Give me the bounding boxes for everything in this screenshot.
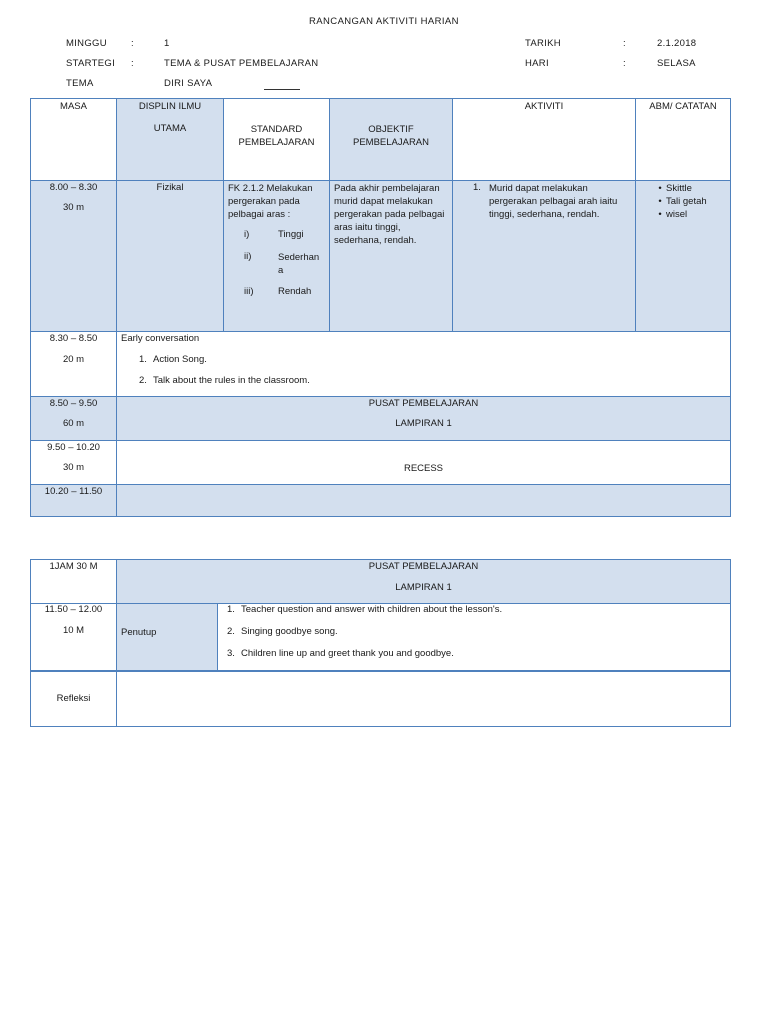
tarikh-colon: : xyxy=(623,38,626,49)
schedule-table xyxy=(30,98,731,517)
header-standard-text: STANDARD PEMBELAJARAN xyxy=(238,124,315,148)
header-abm xyxy=(636,99,730,181)
closing-item-text: Children line up and greet thank you and goodbye. xyxy=(241,648,454,659)
row3-time: 8.50 – 9.50 xyxy=(49,398,98,409)
level-label: Tinggi xyxy=(278,229,304,240)
row1-discipline: Fizikal xyxy=(156,182,184,193)
refleksi-label: Refleksi xyxy=(56,693,91,704)
tema-label: TEMA xyxy=(66,78,94,89)
t2-row1-content-cell xyxy=(117,560,730,604)
recess-label: RECESS xyxy=(403,463,444,474)
abm-text: Tali getah xyxy=(666,196,707,207)
strategi-colon: : xyxy=(131,58,134,69)
row5-content-cell xyxy=(117,485,730,516)
level-label: Sederhana xyxy=(278,252,320,276)
row2-content-cell xyxy=(117,332,730,397)
hari-label: HARI xyxy=(525,58,549,69)
strategi-value: TEMA & PUSAT PEMBELAJARAN xyxy=(164,58,319,69)
tema-blank-line xyxy=(264,81,300,90)
tarikh-value: 2.1.2018 xyxy=(657,38,697,49)
t2-row3-content-cell xyxy=(117,672,730,726)
row2-item: 2. Talk about the rules in the classroom. xyxy=(139,375,310,386)
level-num: ii) xyxy=(244,251,252,262)
abm-text: Skittle xyxy=(666,183,692,194)
header-objektif-text: OBJEKTIF PEMBELAJARAN xyxy=(352,124,430,148)
strategi-label: STARTEGI xyxy=(66,58,116,69)
t2-row1-time: 1JAM 30 M xyxy=(49,561,98,572)
row2-title: Early conversation xyxy=(121,333,200,344)
row1-objective: Pada akhir pembelajaran murid dapat melakukan pergerakan pada pelbagai aras iaitu tinggi, sederhana, rendah. xyxy=(334,183,445,246)
row4-duration: 30 m xyxy=(62,462,85,473)
level-item xyxy=(244,286,324,297)
row4-time-cell xyxy=(31,441,117,485)
row2-duration: 20 m xyxy=(62,354,85,365)
header-objektif xyxy=(330,99,453,181)
activity-num: 1. xyxy=(473,182,481,193)
abm-item: • Tali getah xyxy=(658,196,707,207)
header-displin xyxy=(117,99,224,181)
row1-time: 8.00 – 8.30 xyxy=(49,182,98,193)
row1-standard-text: FK 2.1.2 Melakukan pergerakan pada pelbagai aras : xyxy=(228,183,313,220)
standard-levels-list xyxy=(244,229,324,297)
level-num: i) xyxy=(244,229,250,240)
row5-time-cell xyxy=(31,485,117,516)
row1-discipline-cell xyxy=(117,181,224,332)
page-title: RANCANGAN AKTIVITI HARIAN xyxy=(309,16,459,27)
closing-item-text: Teacher question and answer with children about the lesson's. xyxy=(241,604,503,615)
header-aktiviti-text: AKTIVITI xyxy=(524,101,564,112)
tarikh-label: TARIKH xyxy=(525,38,561,49)
t2-row2-time: 11.50 – 12.00 xyxy=(44,604,103,615)
closing-item: 1. Teacher question and answer with children about the lesson's. xyxy=(227,604,503,615)
double-rule xyxy=(31,670,730,671)
activity-item xyxy=(473,182,627,221)
closing-table xyxy=(30,559,731,727)
abm-item: • wisel xyxy=(658,209,688,220)
closing-item-text: Singing goodbye song. xyxy=(241,626,338,637)
closing-item: 3. Children line up and greet thank you and goodbye. xyxy=(227,648,454,659)
activity-text: Murid dapat melakukan pergerakan pelbagai arah iaitu tinggi, sederhana, rendah. xyxy=(489,183,618,220)
row3-time-cell xyxy=(31,397,117,441)
t2-row1-line2: LAMPIRAN 1 xyxy=(395,582,452,593)
row2-item-text: Talk about the rules in the classroom. xyxy=(153,375,310,386)
row3-content-cell xyxy=(117,397,730,441)
minggu-colon: : xyxy=(131,38,134,49)
row3-duration: 60 m xyxy=(62,418,85,429)
row3-line1: PUSAT PEMBELAJARAN xyxy=(368,398,479,409)
header-standard xyxy=(224,99,330,181)
header-abm-text: ABM/ CATATAN xyxy=(649,101,717,112)
row1-objective-cell xyxy=(330,181,453,332)
t2-row2-label-cell xyxy=(117,604,218,672)
minggu-value: 1 xyxy=(164,38,170,49)
header-masa xyxy=(31,99,117,181)
row2-time: 8.30 – 8.50 xyxy=(49,333,98,344)
penutup-label: Penutup xyxy=(121,627,157,638)
row1-activity-cell xyxy=(453,181,636,332)
level-label: Rendah xyxy=(278,286,312,297)
level-item xyxy=(244,229,324,251)
row5-time: 10.20 – 11.50 xyxy=(44,486,103,497)
row4-content-cell xyxy=(117,441,730,485)
row1-standard-cell xyxy=(224,181,330,332)
row2-time-cell xyxy=(31,332,117,397)
row2-item: 1. Action Song. xyxy=(139,354,207,365)
t2-row3-label-cell xyxy=(31,672,117,726)
closing-item: 2. Singing goodbye song. xyxy=(227,626,338,637)
hari-value: SELASA xyxy=(657,58,696,69)
header-aktiviti xyxy=(453,99,636,181)
header-utama-text: UTAMA xyxy=(153,123,187,134)
minggu-label: MINGGU xyxy=(66,38,107,49)
hari-colon: : xyxy=(623,58,626,69)
tema-value: DIRI SAYA xyxy=(164,78,213,89)
t2-row1-time-cell xyxy=(31,560,117,604)
t2-row2-time-cell xyxy=(31,604,117,672)
row2-list xyxy=(139,354,726,386)
row1-abm-cell xyxy=(636,181,730,332)
row1-duration: 30 m xyxy=(62,202,85,213)
row4-time: 9.50 – 10.20 xyxy=(47,442,100,453)
t2-row2-duration: 10 M xyxy=(62,625,85,636)
row3-line2: LAMPIRAN 1 xyxy=(395,418,452,429)
abm-item: • Skittle xyxy=(658,183,692,194)
header-masa-text: MASA xyxy=(60,101,87,112)
row1-time-cell xyxy=(31,181,117,332)
level-item xyxy=(244,251,324,286)
abm-text: wisel xyxy=(666,209,688,220)
t2-row1-line1: PUSAT PEMBELAJARAN xyxy=(368,561,479,572)
t2-row2-content-cell xyxy=(218,604,730,672)
header-displin-text: DISPLIN ILMU xyxy=(138,101,202,112)
level-num: iii) xyxy=(244,286,254,297)
row2-item-text: Action Song. xyxy=(153,354,207,365)
